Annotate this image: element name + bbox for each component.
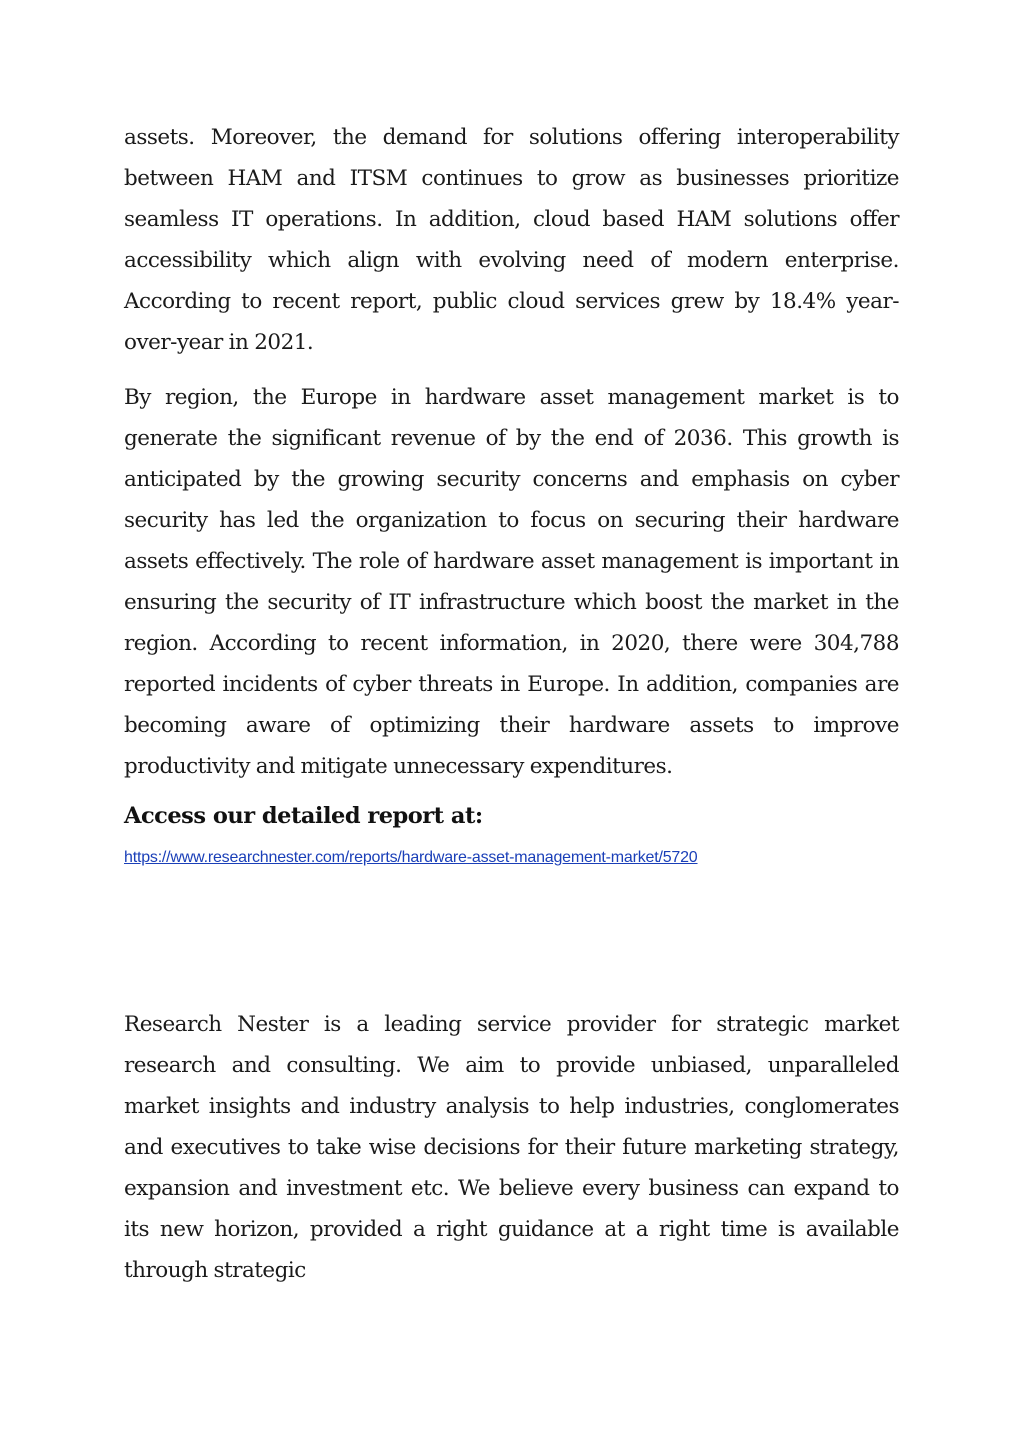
paragraph-cloud-ham: assets. Moreover, the demand for solutions offering interoperability between HAM and ITSM continues to grow as businesses prioritize seamless IT operations. In addition, cloud based HAM solutions offer accessibility which align with evolving need of modern enterprise. According to recent report, public cloud services grew by 18.4% year-over-year in 2021. bbox=[124, 125, 899, 355]
document-page bbox=[124, 117, 899, 1291]
report-link-container bbox=[124, 847, 899, 868]
paragraph-europe-region: By region, the Europe in hardware asset management market is to generate the significant revenue of by the end of 2036. This growth is anticipated by the growing security concerns and emphasis on cyber security has led the organization to focus on securing their hardware assets effectively. The role of hardware asset management is important in ensuring the security of IT infrastructure which boost the market in the region. According to recent information, in 2020, there were 304,788 reported incidents of cyber threats in Europe. In addition, companies are becoming aware of optimizing their hardware assets to improve productivity and mitigate unnecessary expenditures. bbox=[124, 385, 899, 779]
paragraph-about-research-nester: Research Nester is a leading service provider for strategic market research and consulting. We aim to provide unbiased, unparalleled market insights and industry analysis to help industries, conglomerates and executives to take wise decisions for their future marketing strategy, expansion and investment etc. We believe every business can expand to its new horizon, provided a right guidance at a right time is available through strategic bbox=[124, 1012, 899, 1283]
report-access-heading: Access our detailed report at: bbox=[124, 803, 483, 829]
report-link[interactable]: https://www.researchnester.com/reports/hardware-asset-management-market/5720 bbox=[124, 849, 698, 866]
